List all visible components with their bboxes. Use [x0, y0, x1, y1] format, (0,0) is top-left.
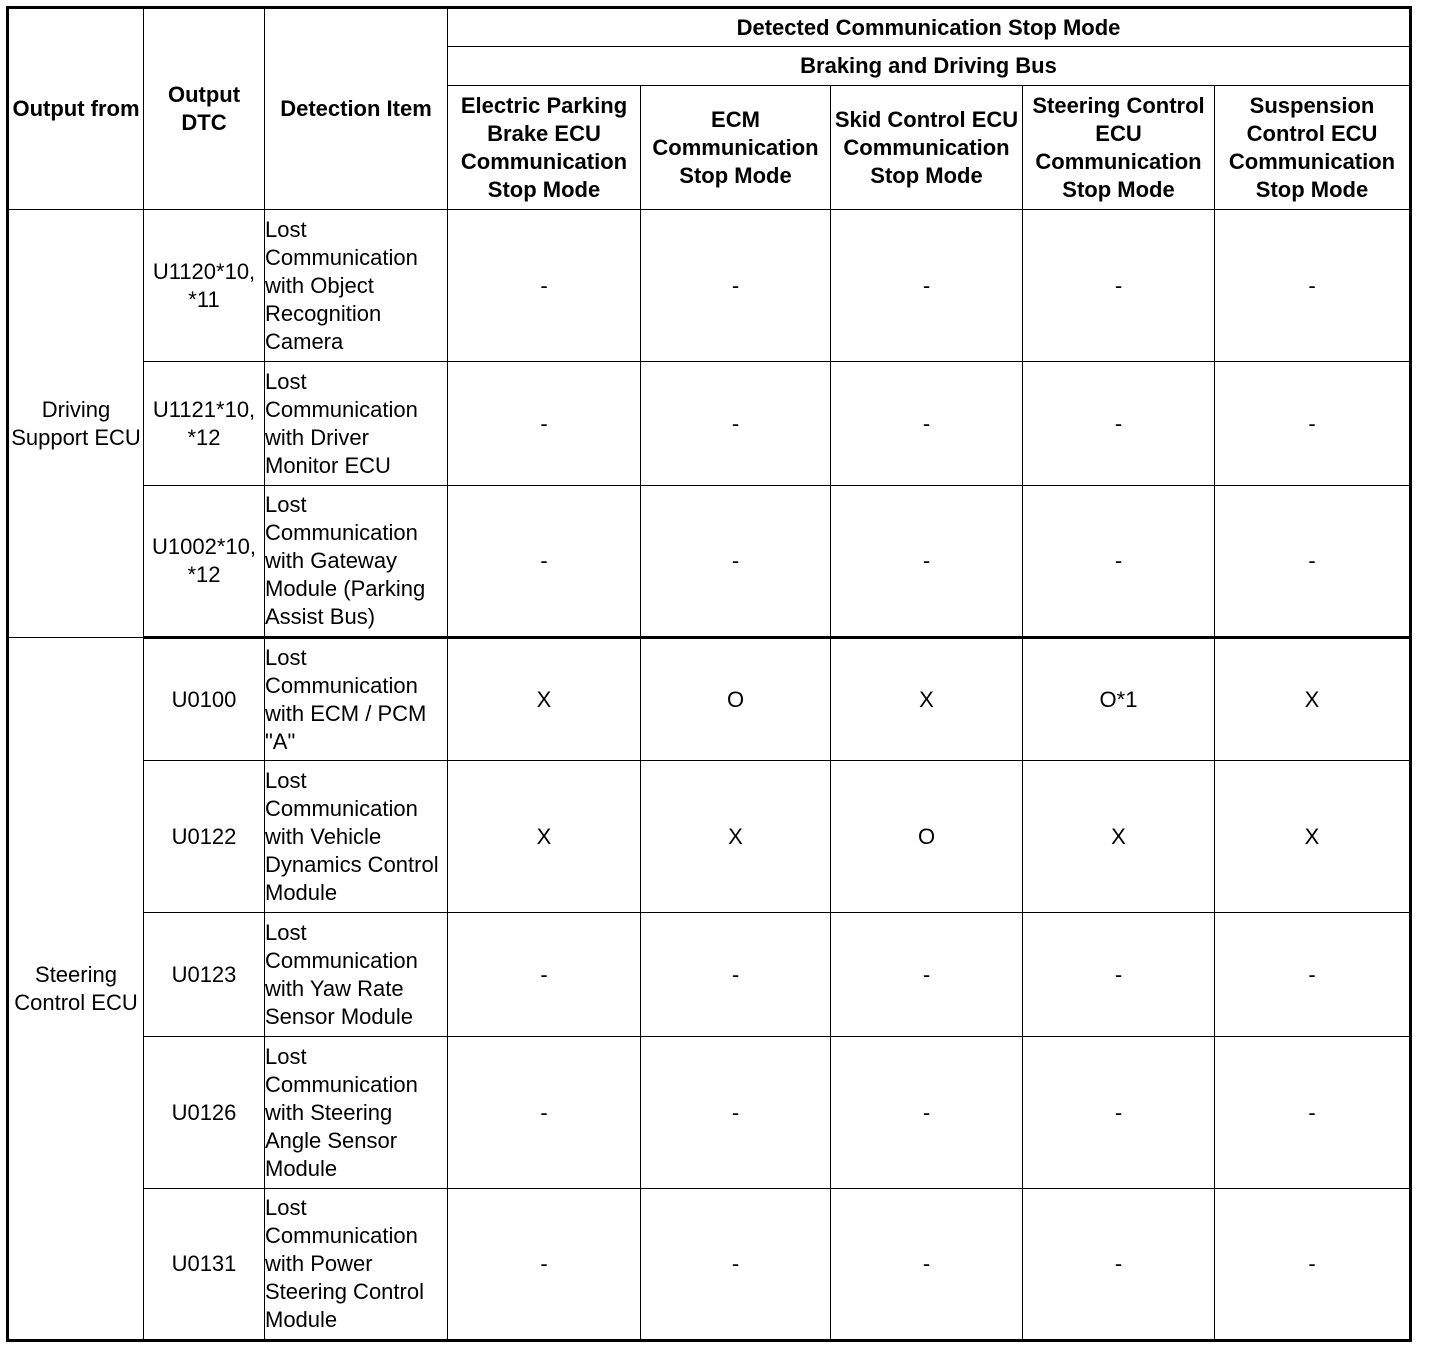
- mode-value: X: [448, 761, 641, 913]
- mode-value: -: [641, 1189, 831, 1341]
- detection-item: Lost Communication with Gateway Module (Parking Assist Bus): [265, 486, 448, 638]
- header-detection-item: Detection Item: [265, 8, 448, 210]
- table-row: [8, 913, 1411, 1037]
- mode-value: -: [641, 210, 831, 362]
- mode-value: -: [448, 1037, 641, 1189]
- detection-item: Lost Communication with Steering Angle Sensor Module: [265, 1037, 448, 1189]
- detection-item: Lost Communication with Object Recognition Camera: [265, 210, 448, 362]
- dtc-table: [6, 6, 1412, 1342]
- mode-value: -: [641, 913, 831, 1037]
- mode-value: -: [1215, 210, 1411, 362]
- mode-value: -: [831, 1189, 1023, 1341]
- mode-value: -: [1023, 210, 1215, 362]
- header-mode-steering: Steering Control ECU Communication Stop Mode: [1023, 86, 1215, 210]
- mode-value: -: [831, 486, 1023, 638]
- dtc-code: U0126: [144, 1037, 265, 1189]
- table-row: [8, 362, 1411, 486]
- mode-value: -: [831, 210, 1023, 362]
- mode-value: -: [831, 913, 1023, 1037]
- mode-value: -: [641, 1037, 831, 1189]
- table-row: [8, 210, 1411, 362]
- mode-value: -: [448, 913, 641, 1037]
- table-row: [8, 761, 1411, 913]
- mode-value: O: [831, 761, 1023, 913]
- table-row: [8, 1037, 1411, 1189]
- mode-value: -: [641, 362, 831, 486]
- group-output-from: Steering Control ECU: [8, 638, 144, 1341]
- header-output-dtc: Output DTC: [144, 8, 265, 210]
- detection-item: Lost Communication with Power Steering Control Module: [265, 1189, 448, 1341]
- mode-value: -: [1215, 1189, 1411, 1341]
- mode-value: -: [831, 362, 1023, 486]
- mode-value: -: [1023, 913, 1215, 1037]
- mode-value: -: [1215, 913, 1411, 1037]
- mode-value: X: [1215, 761, 1411, 913]
- mode-value: X: [1215, 638, 1411, 761]
- header-detected-mode: Detected Communication Stop Mode: [448, 8, 1411, 47]
- mode-value: -: [831, 1037, 1023, 1189]
- dtc-code: U1120*10, *11: [144, 210, 265, 362]
- header-output-from: Output from: [8, 8, 144, 210]
- mode-value: -: [1023, 362, 1215, 486]
- mode-value: -: [448, 210, 641, 362]
- detection-item: Lost Communication with Driver Monitor ECU: [265, 362, 448, 486]
- mode-value: O*1: [1023, 638, 1215, 761]
- table-row: [8, 638, 1411, 761]
- dtc-code: U0131: [144, 1189, 265, 1341]
- group-output-from: Driving Support ECU: [8, 210, 144, 638]
- mode-value: X: [641, 761, 831, 913]
- table-row: [8, 486, 1411, 638]
- header-mode-skid: Skid Control ECU Communication Stop Mode: [831, 86, 1023, 210]
- dtc-code: U1121*10, *12: [144, 362, 265, 486]
- header-mode-epb: Electric Parking Brake ECU Communication Stop Mode: [448, 86, 641, 210]
- dtc-code: U0100: [144, 638, 265, 761]
- detection-item: Lost Communication with Yaw Rate Sensor Module: [265, 913, 448, 1037]
- mode-value: -: [1023, 1189, 1215, 1341]
- dtc-code: U1002*10, *12: [144, 486, 265, 638]
- dtc-code: U0123: [144, 913, 265, 1037]
- mode-value: -: [1215, 362, 1411, 486]
- header-mode-ecm: ECM Communication Stop Mode: [641, 86, 831, 210]
- mode-value: -: [1023, 486, 1215, 638]
- mode-value: -: [448, 1189, 641, 1341]
- header-bus: Braking and Driving Bus: [448, 47, 1411, 86]
- mode-value: -: [448, 486, 641, 638]
- detection-item: Lost Communication with ECM / PCM "A": [265, 638, 448, 761]
- mode-value: -: [1023, 1037, 1215, 1189]
- mode-value: X: [1023, 761, 1215, 913]
- header-mode-suspension: Suspension Control ECU Communication Stop Mode: [1215, 86, 1411, 210]
- detection-item: Lost Communication with Vehicle Dynamics Control Module: [265, 761, 448, 913]
- mode-value: X: [831, 638, 1023, 761]
- mode-value: -: [448, 362, 641, 486]
- mode-value: -: [641, 486, 831, 638]
- dtc-code: U0122: [144, 761, 265, 913]
- mode-value: -: [1215, 1037, 1411, 1189]
- table-row: [8, 1189, 1411, 1341]
- mode-value: -: [1215, 486, 1411, 638]
- mode-value: X: [448, 638, 641, 761]
- mode-value: O: [641, 638, 831, 761]
